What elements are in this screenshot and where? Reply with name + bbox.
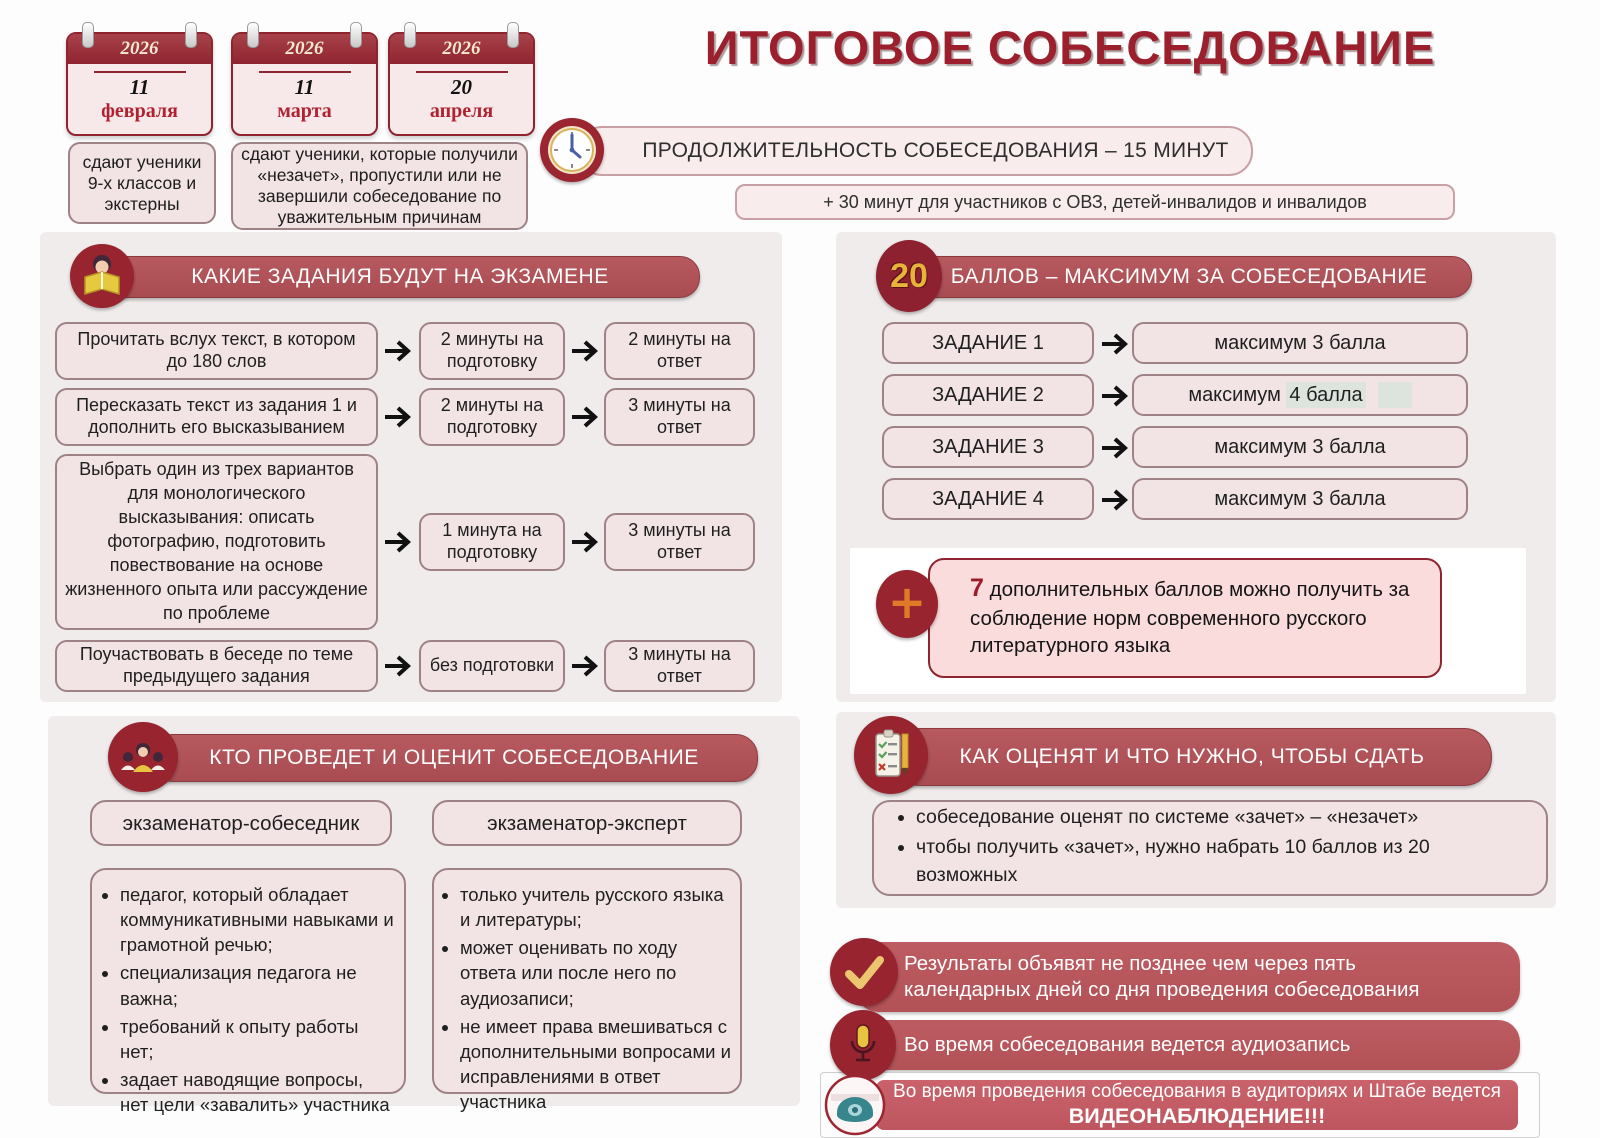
clock-icon [540, 118, 604, 182]
task-2-prep-time: 2 минуты на подготовку [419, 388, 565, 446]
grading-header: КАК ОЦЕНЯТ И ЧТО НУЖНО, ЧТОБЫ СДАТЬ [892, 728, 1492, 786]
arrow-right-icon [1100, 435, 1132, 461]
list-item: • педагог, который обладает коммуникативными навыками и грамотной речью; [120, 882, 394, 957]
arrow-right-icon [383, 338, 415, 364]
task-2-answer-time: 3 минуты на ответ [604, 388, 755, 446]
list-item: • чтобы получить «зачет», нужно набрать 10 баллов из 20 возможных [916, 834, 1476, 889]
task-1-description: Прочитать вслух текст, в котором до 180 слов [55, 322, 378, 380]
calendar-note-main-date: сдают ученики 9-х классов и экстерны [68, 142, 216, 224]
task-3-description: Выбрать один из трех вариантов для монологического высказывания: описать фотографию, подготовить повествование на основе жизненного опыта или рассуждение по проблеме [55, 454, 378, 630]
task-4-description: Поучаствовать в беседе по теме предыдущего задания [55, 640, 378, 692]
examiner-interviewer-details [90, 868, 406, 1116]
video-banner-line1: Во время проведения собеседования в аудиториях и Штабе ведется [893, 1080, 1501, 1102]
task-2-description: Пересказать текст из задания 1 и дополнить его высказыванием [55, 388, 378, 446]
calendar-pin-icon [350, 22, 362, 48]
score-task-1-label: ЗАДАНИЕ 1 [882, 322, 1094, 364]
score-task-2-max-prefix: максимум [1188, 383, 1281, 406]
calendar-day: 11 [129, 75, 150, 99]
checklist-icon [854, 716, 928, 794]
task-3-prep-time: 1 минута на подготовку [419, 513, 565, 571]
score-task-2-max [1132, 374, 1468, 416]
people-icon [108, 722, 178, 792]
arrow-right-icon [570, 529, 602, 555]
duration-extra-bar: + 30 минут для участников с ОВЗ, детей-инвалидов и инвалидов [735, 184, 1455, 220]
arrow-right-icon [570, 338, 602, 364]
task-1-prep-time: 2 минуты на подготовку [419, 322, 565, 380]
arrow-right-icon [570, 404, 602, 430]
grading-rules [872, 800, 1548, 896]
task-4-answer-time: 3 минуты на ответ [604, 640, 755, 692]
highlight-artifact [1378, 382, 1412, 408]
calendar-year: 2026 [390, 34, 533, 64]
calendar-year: 2026 [68, 34, 211, 64]
task-1-answer-time: 2 минуты на ответ [604, 322, 755, 380]
calendar-month: апреля [429, 100, 494, 122]
plus-icon: + [876, 570, 938, 638]
list-item: • только учитель русского языка и литературы; [460, 882, 732, 932]
bonus-number: 7 [970, 574, 984, 602]
grading-panel [836, 712, 1556, 908]
calendar-pin-icon [507, 22, 519, 48]
results-banner: Результаты объявят не позднее чем через пять календарных дней со дня проведения собеседования [856, 942, 1520, 1012]
list-item: • специализация педагога не важна; [120, 960, 394, 1010]
microphone-icon [830, 1010, 896, 1080]
calendar-divider [94, 71, 186, 73]
bonus-note [928, 558, 1442, 678]
video-banner-line2: ВИДЕОНАБЛЮДЕНИЕ!!! [1068, 1104, 1326, 1129]
examiner-expert-title: экзаменатор-эксперт [432, 800, 742, 846]
score-badge: 20 [876, 240, 942, 312]
score-task-3-max: максимум 3 балла [1132, 426, 1468, 468]
calendar-divider [259, 71, 351, 73]
calendar-day: 11 [294, 75, 315, 99]
calendar-year: 2026 [233, 34, 376, 64]
calendar-pin-icon [185, 22, 197, 48]
score-task-1-max: максимум 3 балла [1132, 322, 1468, 364]
arrow-right-icon [383, 653, 415, 679]
list-item: • требований к опыту работы нет; [120, 1014, 394, 1064]
list-item: • собеседование оценят по системе «зачет» – «незачет» [916, 804, 1476, 831]
score-header: БАЛЛОВ – МАКСИМУМ ЗА СОБЕСЕДОВАНИЕ [906, 256, 1472, 298]
examiner-interviewer-title: экзаменатор-собеседник [90, 800, 392, 846]
check-icon [830, 938, 898, 1006]
video-banner [876, 1080, 1518, 1130]
calendar-divider [416, 71, 508, 73]
calendar-month: марта [277, 100, 332, 122]
score-panel [836, 232, 1556, 702]
page-title: ИТОГОВОЕ СОБЕСЕДОВАНИЕ [704, 21, 1436, 74]
score-task-4-label: ЗАДАНИЕ 4 [882, 478, 1094, 520]
list-item: • задает наводящие вопросы, нет цели «завалить» участника [120, 1067, 394, 1117]
calendar-card-march [231, 32, 378, 136]
calendar-month: февраля [101, 100, 178, 122]
tasks-header: КАКИЕ ЗАДАНИЯ БУДУТ НА ЭКЗАМЕНЕ [100, 256, 700, 298]
arrow-right-icon [1100, 331, 1132, 357]
calendar-day: 20 [451, 75, 472, 99]
task-3-answer-time: 3 минуты на ответ [604, 513, 755, 571]
examiner-expert-details [432, 868, 742, 1113]
calendar-card-april [388, 32, 535, 136]
examiners-panel [48, 716, 800, 1116]
task-4-prep-time: без подготовки [419, 640, 565, 692]
arrow-right-icon [383, 404, 415, 430]
arrow-right-icon [570, 653, 602, 679]
examiners-header: КТО ПРОВЕДЕТ И ОЦЕНИТ СОБЕСЕДОВАНИЕ [150, 734, 758, 782]
arrow-right-icon [1100, 383, 1132, 409]
score-task-2-max-value: 4 балла [1286, 382, 1365, 408]
calendar-pin-icon [404, 22, 416, 48]
calendar-card-february [66, 32, 213, 136]
score-task-2-label: ЗАДАНИЕ 2 [882, 374, 1094, 416]
duration-bar: ПРОДОЛЖИТЕЛЬНОСТЬ СОБЕСЕДОВАНИЯ – 15 МИНУТ [578, 126, 1253, 176]
arrow-right-icon [1100, 487, 1132, 513]
arrow-right-icon [383, 529, 415, 555]
camera-icon [824, 1074, 886, 1138]
audio-banner: Во время собеседования ведется аудиозапись [856, 1020, 1520, 1070]
tasks-panel [40, 232, 782, 702]
bonus-text: дополнительных баллов можно получить за соблюдение норм современного русского литературного языка [970, 578, 1410, 658]
list-item: • может оценивать по ходу ответа или после него по аудиозаписи; [460, 935, 732, 1010]
calendar-note-retake-dates: сдают ученики, которые получили «незачет», пропустили или не завершили собеседование по уважительным причинам [231, 142, 528, 230]
score-task-4-max: максимум 3 балла [1132, 478, 1468, 520]
calendar-pin-icon [82, 22, 94, 48]
score-task-3-label: ЗАДАНИЕ 3 [882, 426, 1094, 468]
calendar-pin-icon [247, 22, 259, 48]
reader-icon [70, 244, 134, 308]
list-item: • не имеет права вмешиваться с дополнительными вопросами и исправлениями в ответ участника [460, 1014, 732, 1115]
